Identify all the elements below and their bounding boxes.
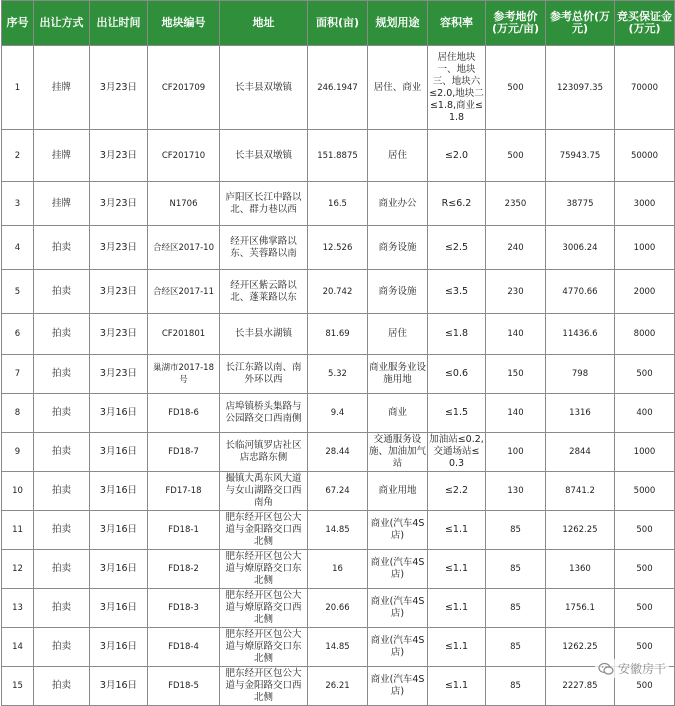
cell-date: 3月16日 <box>90 394 148 433</box>
cell-unit-price: 230 <box>486 270 546 314</box>
table-row <box>2 226 675 270</box>
cell-address: 长丰县双墩镇 <box>220 46 308 130</box>
cell-far: ≤1.1 <box>428 511 486 550</box>
table-row <box>2 130 675 182</box>
cell-use: 居住 <box>368 314 428 355</box>
cell-far: ≤1.8 <box>428 314 486 355</box>
cell-date: 3月16日 <box>90 589 148 628</box>
table-row <box>2 433 675 472</box>
cell-area: 151.8875 <box>308 130 368 182</box>
cell-parcel-id: N1706 <box>148 182 220 226</box>
cell-area: 26.21 <box>308 667 368 706</box>
cell-method: 拍卖 <box>34 511 90 550</box>
cell-address: 肥东经开区包公大道与金阳路交口西北侧 <box>220 667 308 706</box>
cell-date: 3月23日 <box>90 314 148 355</box>
table-row <box>2 472 675 511</box>
cell-index: 5 <box>2 270 34 314</box>
cell-date: 3月23日 <box>90 270 148 314</box>
cell-use: 商业(汽车4S店) <box>368 628 428 667</box>
cell-date: 3月16日 <box>90 550 148 589</box>
header-parcel-id: 地块编号 <box>148 1 220 46</box>
cell-deposit: 500 <box>615 511 675 550</box>
header-far: 容积率 <box>428 1 486 46</box>
cell-index: 2 <box>2 130 34 182</box>
cell-address: 肥东经开区包公大道与燎原路交口东北侧 <box>220 628 308 667</box>
cell-parcel-id: FD17-18 <box>148 472 220 511</box>
watermark <box>595 659 669 678</box>
cell-date: 3月23日 <box>90 226 148 270</box>
cell-far: R≤6.2 <box>428 182 486 226</box>
cell-use: 商业(汽车4S店) <box>368 667 428 706</box>
cell-method: 拍卖 <box>34 355 90 394</box>
cell-area: 9.4 <box>308 394 368 433</box>
cell-index: 8 <box>2 394 34 433</box>
header-row <box>2 1 675 46</box>
cell-total-price: 38775 <box>546 182 615 226</box>
cell-parcel-id: 合经区2017-10 <box>148 226 220 270</box>
cell-parcel-id: FD18-3 <box>148 589 220 628</box>
cell-unit-price: 85 <box>486 511 546 550</box>
cell-method: 拍卖 <box>34 433 90 472</box>
cell-method: 拍卖 <box>34 314 90 355</box>
cell-total-price: 4770.66 <box>546 270 615 314</box>
header-total-price: 参考总价(万元) <box>546 1 615 46</box>
cell-far: ≤1.1 <box>428 589 486 628</box>
cell-method: 拍卖 <box>34 226 90 270</box>
cell-unit-price: 140 <box>486 314 546 355</box>
header-date: 出让时间 <box>90 1 148 46</box>
cell-total-price: 1316 <box>546 394 615 433</box>
cell-far: 居住地块一、地块三、地块六≤2.0,地块二≤1.8,商业≤1.8 <box>428 46 486 130</box>
cell-parcel-id: FD18-1 <box>148 511 220 550</box>
cell-far: ≤1.1 <box>428 667 486 706</box>
cell-area: 12.526 <box>308 226 368 270</box>
header-deposit: 竞买保证金(万元) <box>615 1 675 46</box>
header-index: 序号 <box>2 1 34 46</box>
cell-deposit: 500 <box>615 355 675 394</box>
cell-use: 交通服务设施、加油加气站 <box>368 433 428 472</box>
table-row <box>2 394 675 433</box>
cell-area: 81.69 <box>308 314 368 355</box>
watermark-text: 安徽房干 <box>617 662 666 676</box>
cell-total-price: 798 <box>546 355 615 394</box>
cell-far: ≤2.5 <box>428 226 486 270</box>
wechat-icon <box>598 661 614 677</box>
cell-unit-price: 85 <box>486 628 546 667</box>
cell-deposit: 8000 <box>615 314 675 355</box>
cell-far: ≤1.5 <box>428 394 486 433</box>
cell-use: 商业 <box>368 394 428 433</box>
cell-area: 16.5 <box>308 182 368 226</box>
cell-total-price: 3006.24 <box>546 226 615 270</box>
cell-method: 拍卖 <box>34 667 90 706</box>
cell-deposit: 5000 <box>615 472 675 511</box>
cell-method: 拍卖 <box>34 394 90 433</box>
cell-far: ≤2.0 <box>428 130 486 182</box>
cell-index: 12 <box>2 550 34 589</box>
cell-far: ≤0.6 <box>428 355 486 394</box>
cell-unit-price: 500 <box>486 46 546 130</box>
cell-deposit: 3000 <box>615 182 675 226</box>
cell-parcel-id: CF201710 <box>148 130 220 182</box>
cell-area: 16 <box>308 550 368 589</box>
cell-total-price: 75943.75 <box>546 130 615 182</box>
cell-address: 经开区佛掌路以东、芙蓉路以南 <box>220 226 308 270</box>
cell-parcel-id: CF201801 <box>148 314 220 355</box>
cell-unit-price: 2350 <box>486 182 546 226</box>
cell-total-price: 1262.25 <box>546 511 615 550</box>
cell-index: 3 <box>2 182 34 226</box>
cell-use: 商业用地 <box>368 472 428 511</box>
cell-deposit: 500 <box>615 589 675 628</box>
cell-deposit: 500 <box>615 628 675 667</box>
table-row <box>2 270 675 314</box>
cell-method: 挂牌 <box>34 130 90 182</box>
cell-method: 挂牌 <box>34 46 90 130</box>
cell-date: 3月16日 <box>90 628 148 667</box>
cell-total-price: 1262.25 <box>546 628 615 667</box>
cell-far: ≤2.2 <box>428 472 486 511</box>
cell-unit-price: 240 <box>486 226 546 270</box>
cell-total-price: 2844 <box>546 433 615 472</box>
table-row <box>2 355 675 394</box>
header-method: 出让方式 <box>34 1 90 46</box>
table-row <box>2 628 675 667</box>
cell-unit-price: 85 <box>486 550 546 589</box>
cell-index: 10 <box>2 472 34 511</box>
cell-far: 加油站≤0.2,交通场站≤0.3 <box>428 433 486 472</box>
cell-unit-price: 150 <box>486 355 546 394</box>
cell-date: 3月16日 <box>90 433 148 472</box>
cell-use: 商业(汽车4S店) <box>368 589 428 628</box>
table-row <box>2 46 675 130</box>
cell-method: 拍卖 <box>34 589 90 628</box>
cell-deposit: 1000 <box>615 433 675 472</box>
cell-use: 商业(汽车4S店) <box>368 511 428 550</box>
table-row <box>2 182 675 226</box>
cell-total-price: 2227.85 <box>546 667 615 706</box>
cell-parcel-id: 合经区2017-11 <box>148 270 220 314</box>
cell-unit-price: 130 <box>486 472 546 511</box>
cell-use: 商业(汽车4S店) <box>368 550 428 589</box>
table-row <box>2 511 675 550</box>
cell-area: 28.44 <box>308 433 368 472</box>
cell-parcel-id: FD18-5 <box>148 667 220 706</box>
cell-use: 商业办公 <box>368 182 428 226</box>
cell-deposit: 50000 <box>615 130 675 182</box>
cell-address: 庐阳区长江中路以北、群力巷以西 <box>220 182 308 226</box>
cell-index: 4 <box>2 226 34 270</box>
cell-parcel-id: FD18-4 <box>148 628 220 667</box>
cell-total-price: 123097.35 <box>546 46 615 130</box>
cell-address: 肥东经开区包公大道与燎原路交口东北侧 <box>220 550 308 589</box>
cell-index: 7 <box>2 355 34 394</box>
cell-area: 5.32 <box>308 355 368 394</box>
cell-date: 3月23日 <box>90 182 148 226</box>
cell-use: 商务设施 <box>368 226 428 270</box>
cell-address: 店埠镇桥头集路与公园路交口西南侧 <box>220 394 308 433</box>
cell-index: 6 <box>2 314 34 355</box>
header-area: 面积(亩) <box>308 1 368 46</box>
cell-index: 13 <box>2 589 34 628</box>
cell-unit-price: 140 <box>486 394 546 433</box>
cell-date: 3月23日 <box>90 130 148 182</box>
cell-far: ≤1.1 <box>428 628 486 667</box>
cell-method: 拍卖 <box>34 472 90 511</box>
cell-deposit: 70000 <box>615 46 675 130</box>
cell-parcel-id: FD18-7 <box>148 433 220 472</box>
cell-deposit: 2000 <box>615 270 675 314</box>
cell-parcel-id: 巢湖市2017-18号 <box>148 355 220 394</box>
cell-date: 3月16日 <box>90 667 148 706</box>
cell-parcel-id: FD18-6 <box>148 394 220 433</box>
cell-area: 14.85 <box>308 628 368 667</box>
cell-unit-price: 100 <box>486 433 546 472</box>
cell-far: ≤3.5 <box>428 270 486 314</box>
cell-address: 长丰县水湖镇 <box>220 314 308 355</box>
cell-deposit: 500 <box>615 667 675 706</box>
cell-total-price: 1756.1 <box>546 589 615 628</box>
header-use: 规划用途 <box>368 1 428 46</box>
cell-unit-price: 500 <box>486 130 546 182</box>
cell-area: 20.742 <box>308 270 368 314</box>
cell-area: 20.66 <box>308 589 368 628</box>
cell-total-price: 1360 <box>546 550 615 589</box>
cell-parcel-id: FD18-2 <box>148 550 220 589</box>
header-unit-price: 参考地价(万元/亩) <box>486 1 546 46</box>
cell-address: 长临河镇罗店社区店忠路东侧 <box>220 433 308 472</box>
land-auction-table <box>1 0 675 706</box>
cell-use: 居住 <box>368 130 428 182</box>
table-row <box>2 589 675 628</box>
cell-area: 14.85 <box>308 511 368 550</box>
cell-address: 肥东经开区包公大道与燎原路交口西北侧 <box>220 589 308 628</box>
cell-index: 11 <box>2 511 34 550</box>
cell-unit-price: 85 <box>486 667 546 706</box>
cell-address: 经开区紫云路以北、蓬莱路以东 <box>220 270 308 314</box>
cell-use: 商务设施 <box>368 270 428 314</box>
cell-address: 撮镇大禹东风大道与女山湖路交口西南角 <box>220 472 308 511</box>
cell-use: 居住、商业 <box>368 46 428 130</box>
cell-method: 拍卖 <box>34 628 90 667</box>
cell-method: 挂牌 <box>34 182 90 226</box>
cell-use: 商业服务业设施用地 <box>368 355 428 394</box>
cell-address: 长江东路以南、南外环以西 <box>220 355 308 394</box>
cell-area: 246.1947 <box>308 46 368 130</box>
table-row <box>2 314 675 355</box>
cell-date: 3月23日 <box>90 46 148 130</box>
cell-parcel-id: CF201709 <box>148 46 220 130</box>
cell-unit-price: 85 <box>486 589 546 628</box>
cell-deposit: 1000 <box>615 226 675 270</box>
header-address: 地址 <box>220 1 308 46</box>
cell-index: 14 <box>2 628 34 667</box>
cell-deposit: 400 <box>615 394 675 433</box>
cell-address: 长丰县双墩镇 <box>220 130 308 182</box>
cell-date: 3月16日 <box>90 511 148 550</box>
cell-area: 67.24 <box>308 472 368 511</box>
table-row <box>2 667 675 706</box>
cell-date: 3月23日 <box>90 355 148 394</box>
cell-method: 拍卖 <box>34 550 90 589</box>
cell-index: 15 <box>2 667 34 706</box>
cell-method: 拍卖 <box>34 270 90 314</box>
cell-deposit: 500 <box>615 550 675 589</box>
cell-index: 9 <box>2 433 34 472</box>
cell-far: ≤1.1 <box>428 550 486 589</box>
cell-total-price: 11436.6 <box>546 314 615 355</box>
cell-date: 3月16日 <box>90 472 148 511</box>
cell-index: 1 <box>2 46 34 130</box>
cell-address: 肥东经开区包公大道与金阳路交口西北侧 <box>220 511 308 550</box>
table-row <box>2 550 675 589</box>
cell-total-price: 8741.2 <box>546 472 615 511</box>
